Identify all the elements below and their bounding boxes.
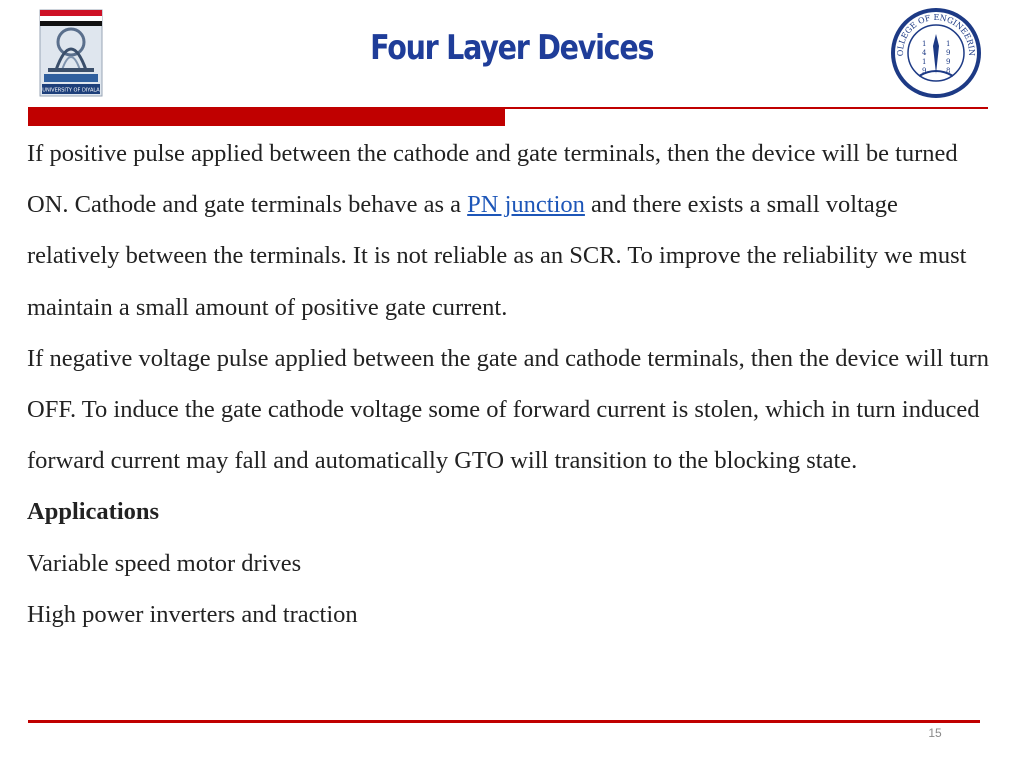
svg-text:1: 1: [922, 58, 927, 66]
svg-text:8: 8: [946, 67, 951, 75]
paragraph-turn-on: [27, 128, 992, 333]
header-accent-bar: [28, 108, 505, 126]
svg-text:4: 4: [922, 49, 927, 57]
slide-title: Four Layer Devices: [370, 28, 654, 68]
applications-heading: Applications: [27, 498, 160, 526]
paragraph-text: If positive pulse applied between the cathode and gate terminals, then the device will be turned ON. Cathode and gate terminals behave as a: [27, 140, 958, 219]
slide-body: [27, 128, 992, 640]
college-logo-text: OLLEGE OF ENGINEERIN: [895, 12, 977, 57]
svg-text:9: 9: [922, 67, 927, 75]
paragraph-turn-off: If negative voltage pulse applied between the gate and cathode terminals, then the device will turn OFF. To induce the gate cathode voltage some of forward current is stolen, which in turn induced forward current may fall and automatically GTO will transition to the blocking state.: [27, 344, 989, 475]
footer-divider-line: [28, 720, 980, 723]
svg-text:9: 9: [946, 49, 951, 57]
university-logo-text: UNIVERSITY OF DIYALA: [42, 87, 100, 94]
svg-text:9: 9: [946, 58, 951, 66]
svg-text:1: 1: [922, 40, 927, 48]
application-item: Variable speed motor drives: [27, 549, 302, 577]
svg-text:1: 1: [946, 40, 951, 48]
paragraph-text: and there exists a small voltage relatively between the terminals. It is not reliable as an SCR. To improve the reliability we must maintain a small amount of positive gate current.: [27, 191, 967, 321]
college-of-engineering-logo: [889, 6, 983, 100]
slide-number: 15: [928, 726, 942, 740]
application-item: High power inverters and traction: [27, 600, 358, 628]
pn-junction-link[interactable]: PN junction: [467, 191, 585, 219]
